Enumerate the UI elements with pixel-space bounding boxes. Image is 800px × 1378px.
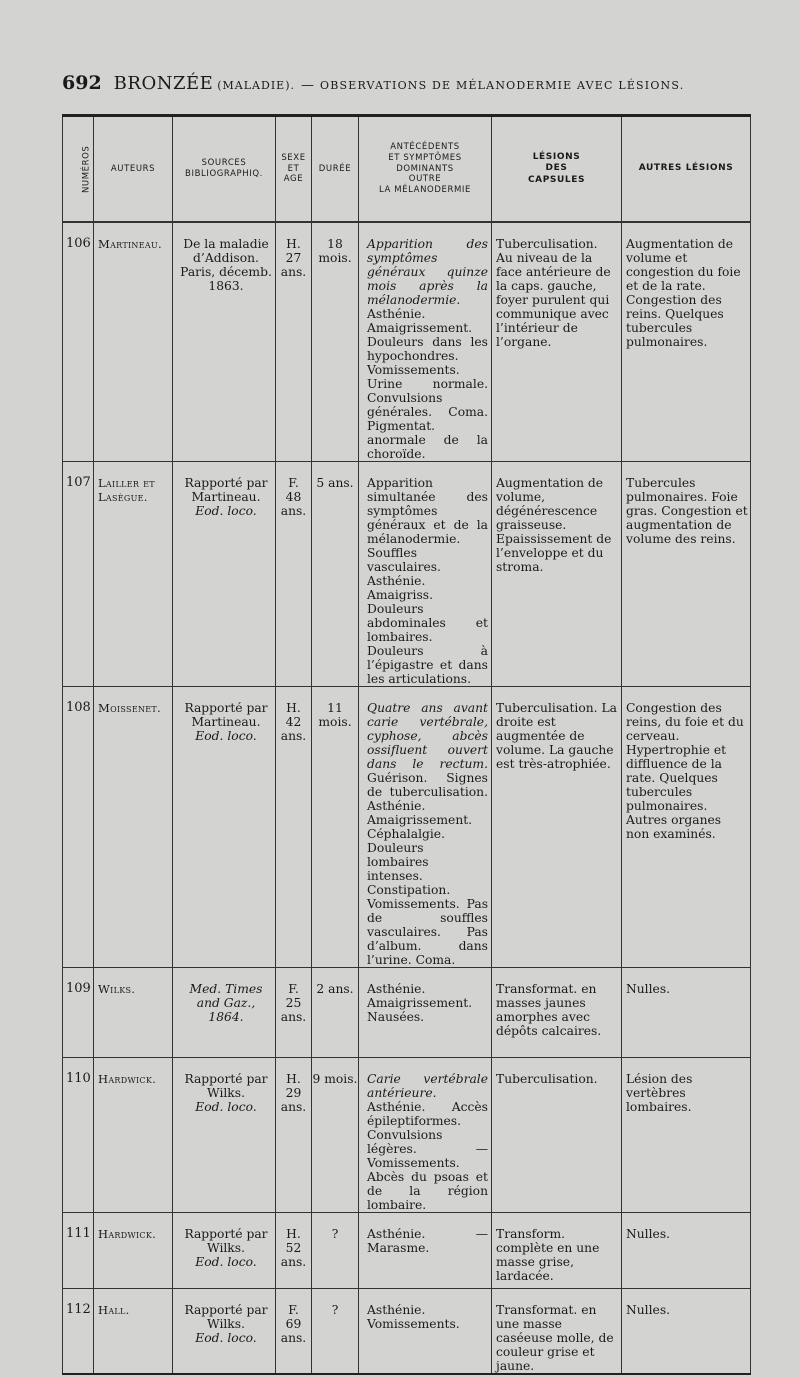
antecedents-italic: Quatre ans avant carie vertébrale, cyphose, abcès ossifluent ouvert dans le rectum. <box>367 701 488 771</box>
cell-lesions-capsules: Tuberculisation. Au niveau de la face antérieure de la caps. gauche, foyer purulent qui communique avec l’intérieur de l’organe. <box>492 222 622 462</box>
sexe: H. <box>286 1072 301 1086</box>
col-antecedents: ANTÉCÉDENTS ET SYMPTÔMES DOMINANTS OUTRE LA MÉLANODERMIE <box>359 116 492 223</box>
table-row <box>63 1213 751 1289</box>
cell-sexe-age <box>276 968 312 1058</box>
sexe: H. <box>286 237 301 251</box>
antecedents-text: Asthénie. Accès épileptiformes. Convulsions légères. — Vomissements. Abcès du psoas et de la région lombaire. <box>367 1100 488 1212</box>
cell-numero: 110 <box>63 1058 94 1213</box>
source-italic: Eod. loco. <box>195 1255 257 1269</box>
cell-lesions-capsules: Transformat. en une masse caséeuse molle, de couleur grise et jaune. <box>492 1289 622 1375</box>
cell-lesions-capsules: Transformat. en masses jaunes amorphes avec dépôts calcaires. <box>492 968 622 1058</box>
cell-auteur: Hardwick. <box>94 1058 173 1213</box>
cell-autres-lesions: Nulles. <box>622 968 751 1058</box>
cell-lesions-capsules: Augmentation de volume, dégénérescence graisseuse. Epaississement de l’enveloppe et du stroma. <box>492 462 622 687</box>
source-text: Rapporté par Wilks. <box>184 1227 268 1255</box>
source-italic: Med. Times and Gaz., 1864. <box>189 982 263 1024</box>
age-unit: ans. <box>280 265 307 279</box>
cell-autres-lesions: Lésion des vertèbres lombaires. <box>622 1058 751 1213</box>
antecedents-text: Guérison. Signes de tuberculisation. Asthénie. Amaigrissement. Céphalalgie. Douleurs lombaires intenses. Constipation. Vomissements. Pas de souffles vasculaires. Pas d’album. dans l’urine. Coma. <box>367 771 488 967</box>
cell-autres-lesions: Augmentation de volume et congestion du foie et de la rate. Congestion des reins. Quelques tubercules pulmonaires. <box>622 222 751 462</box>
cell-numero: 109 <box>63 968 94 1058</box>
cell-autres-lesions: Tubercules pulmonaires. Foie gras. Congestion et augmentation de volume des reins. <box>622 462 751 687</box>
age: 42 <box>285 715 302 729</box>
cell-sexe-age <box>276 1058 312 1213</box>
running-dash: — <box>300 78 314 93</box>
age-unit: ans. <box>280 504 307 518</box>
cell-antecedents <box>359 968 492 1058</box>
cell-source <box>173 968 276 1058</box>
table-row <box>63 1058 751 1213</box>
cell-lesions-capsules: Transform. complète en une masse grise, lardacée. <box>492 1213 622 1289</box>
cell-antecedents <box>359 222 492 462</box>
source-text: Rapporté par Martineau. <box>184 476 268 504</box>
cell-duree: 9 mois. <box>312 1058 359 1213</box>
cell-numero: 106 <box>63 222 94 462</box>
age-unit: ans. <box>280 1010 307 1024</box>
cell-sexe-age <box>276 222 312 462</box>
cell-antecedents <box>359 462 492 687</box>
antecedents-italic: Apparition des symptômes généraux quinze mois après la mélanodermie. <box>367 237 488 307</box>
source-italic: Eod. loco. <box>195 1100 257 1114</box>
header-row <box>63 116 751 223</box>
cell-antecedents <box>359 1213 492 1289</box>
table-row <box>63 222 751 462</box>
antecedents-text: Asthénie. — Marasme. <box>367 1227 488 1255</box>
cell-auteur: Wilks. <box>94 968 173 1058</box>
antecedents-text: Asthénie. Amaigrissement. Nausées. <box>367 982 473 1024</box>
age: 69 <box>285 1317 302 1331</box>
cell-duree: 5 ans. <box>312 462 359 687</box>
cell-autres-lesions: Nulles. <box>622 1213 751 1289</box>
sexe: F. <box>288 476 299 490</box>
col-sexe-age: SEXE ET AGE <box>276 116 312 223</box>
sexe: F. <box>288 1303 299 1317</box>
cell-duree: 18 mois. <box>312 222 359 462</box>
age-unit: ans. <box>280 1100 307 1114</box>
cell-antecedents <box>359 687 492 968</box>
age: 52 <box>285 1241 302 1255</box>
source-text: Rapporté par Wilks. <box>184 1072 268 1100</box>
age: 25 <box>285 996 302 1010</box>
table-row <box>63 1289 751 1375</box>
cell-duree: 11 mois. <box>312 687 359 968</box>
cell-sexe-age <box>276 1213 312 1289</box>
sexe: H. <box>286 1227 301 1241</box>
col-autres-lesions: AUTRES LÉSIONS <box>622 116 751 223</box>
cell-auteur: Lailler et Lasègue. <box>94 462 173 687</box>
cell-numero: 108 <box>63 687 94 968</box>
running-head <box>62 72 742 100</box>
cell-numero: 112 <box>63 1289 94 1375</box>
antecedents-text: Asthénie. Vomissements. <box>367 1303 460 1331</box>
age: 27 <box>285 251 302 265</box>
cell-sexe-age <box>276 1289 312 1375</box>
table-row <box>63 462 751 687</box>
cell-sexe-age <box>276 462 312 687</box>
running-section: OBSERVATIONS DE MÉLANODERMIE AVEC LÉSIONS. <box>319 79 685 92</box>
table-row <box>63 687 751 968</box>
cell-numero: 107 <box>63 462 94 687</box>
cell-autres-lesions: Nulles. <box>622 1289 751 1375</box>
sexe: H. <box>286 701 301 715</box>
col-lesions-capsules: LÉSIONS DES CAPSULES <box>492 116 622 223</box>
antecedents-text: Apparition simultanée des symptômes généraux et de la mélanodermie. Souffles vasculaires. Asthénie. Amaigriss. Douleurs abdominales et lombaires. Douleurs à l’épigastre et dans les articulations. <box>367 476 488 686</box>
page-number: 692 <box>62 72 102 94</box>
cell-source <box>173 1289 276 1375</box>
source-italic: Eod. loco. <box>195 1331 257 1345</box>
age: 48 <box>285 490 302 504</box>
age-unit: ans. <box>280 1331 307 1345</box>
cell-source <box>173 1058 276 1213</box>
col-sources: SOURCES BIBLIOGRAPHIQ. <box>173 116 276 223</box>
antecedents-italic: Carie vertébrale antérieure. <box>367 1072 488 1100</box>
cell-source <box>173 222 276 462</box>
cell-source <box>173 687 276 968</box>
age: 29 <box>285 1086 302 1100</box>
cell-auteur: Martineau. <box>94 222 173 462</box>
cell-auteur: Moissenet. <box>94 687 173 968</box>
running-subtitle: (MALADIE). <box>217 79 295 92</box>
cell-antecedents <box>359 1058 492 1213</box>
source-text: De la maladie d’Addison. Paris, décemb. 1863. <box>180 237 272 293</box>
cell-auteur: Hall. <box>94 1289 173 1375</box>
col-auteurs: AUTEURS <box>94 116 173 223</box>
cell-duree: ? <box>312 1289 359 1375</box>
source-text: Rapporté par Martineau. <box>184 701 268 729</box>
sexe: F. <box>288 982 299 996</box>
source-italic: Eod. loco. <box>195 504 257 518</box>
cell-lesions-capsules: Tuberculisation. La droite est augmentée de volume. La gauche est très-atrophiée. <box>492 687 622 968</box>
cell-autres-lesions: Congestion des reins, du foie et du cerveau. Hypertrophie et diffluence de la rate. Quelques tubercules pulmonaires. Autres organes non examinés. <box>622 687 751 968</box>
cell-sexe-age <box>276 687 312 968</box>
observations-table <box>62 114 751 1375</box>
source-text: Rapporté par Wilks. <box>184 1303 268 1331</box>
table-row <box>63 968 751 1058</box>
source-italic: Eod. loco. <box>195 729 257 743</box>
antecedents-text: Asthénie. Amaigrissement. Douleurs dans les hypochondres. Vomissements. Urine normale. Convulsions générales. Coma. Pigmentat. anormale de la choroïde. <box>367 307 488 461</box>
running-title: BRONZÉE <box>113 73 214 94</box>
age-unit: ans. <box>280 1255 307 1269</box>
cell-source <box>173 1213 276 1289</box>
cell-source <box>173 462 276 687</box>
cell-duree: 2 ans. <box>312 968 359 1058</box>
col-duree: DURÉE <box>312 116 359 223</box>
cell-numero: 111 <box>63 1213 94 1289</box>
cell-lesions-capsules: Tuberculisation. <box>492 1058 622 1213</box>
cell-duree: ? <box>312 1213 359 1289</box>
cell-antecedents <box>359 1289 492 1375</box>
cell-auteur: Hardwick. <box>94 1213 173 1289</box>
age-unit: ans. <box>280 729 307 743</box>
col-numeros: NUMÉROS <box>63 116 94 223</box>
